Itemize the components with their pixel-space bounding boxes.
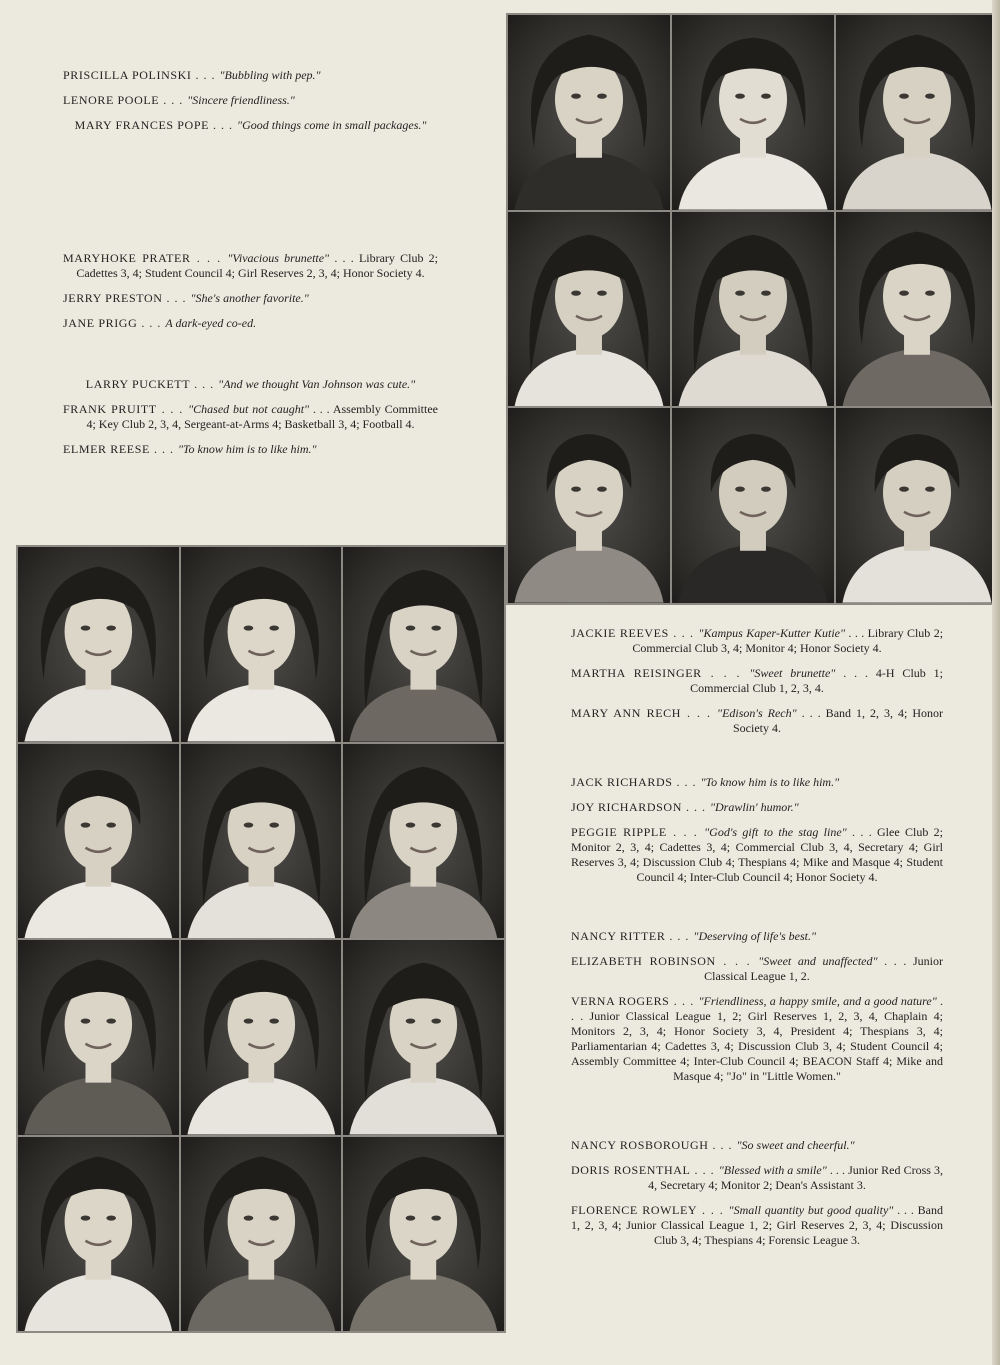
portrait-eye — [571, 94, 581, 99]
portrait-shoulders — [187, 683, 335, 741]
senior-portrait — [17, 546, 180, 743]
senior-quote: "Deserving of life's best." — [693, 929, 817, 943]
portrait-eye — [406, 1018, 416, 1023]
senior-name: LARRY PUCKETT — [85, 377, 191, 391]
senior-entry — [63, 442, 438, 457]
portrait-eye — [899, 290, 909, 295]
portrait-eye — [81, 1215, 91, 1220]
portrait-illustration — [836, 408, 998, 603]
portrait-eye — [597, 94, 607, 99]
senior-entries-top-left — [63, 68, 438, 457]
senior-activities: . . . Band 1, 2, 3, 4; Junior Classical League 1, 2; Girl Reserves 2, 3, 4; Discussion Club 3, 4; Thespians 4; Forensic League 3. — [571, 1203, 944, 1247]
senior-entry — [571, 775, 943, 790]
senior-activities: . . . Glee Club 2; Monitor 2, 3, 4; Cadettes 3, 4; Commercial Club 3, 4, Secretary 4; Girl Reserves 3, 4; Discussion Club 4; Thespians 4; Mike and Masque 4; Student Council 4; Inter-Club Council 4; Honor Society 4. — [571, 825, 943, 884]
senior-quote: "Sincere friendliness." — [187, 93, 295, 107]
portrait-eye — [406, 1215, 416, 1220]
senior-entry — [63, 316, 438, 331]
entry-separator: . . . — [149, 442, 178, 456]
senior-activities: . . . Library Club 2; Commercial Club 3, 4; Monitor 4; Honor Society 4. — [632, 626, 944, 655]
portrait-eye — [106, 1018, 116, 1023]
senior-name: PRISCILLA POLINSKI — [63, 68, 192, 82]
portrait-eye — [899, 487, 909, 492]
senior-quote: "Chased but not caught" — [188, 402, 310, 416]
portrait-illustration — [343, 940, 504, 1135]
portrait-shoulders — [24, 683, 172, 741]
portrait-eye — [761, 487, 771, 492]
portrait-shoulders — [24, 1076, 172, 1134]
portrait-illustration — [672, 212, 834, 407]
page-edge-shadow — [992, 0, 1000, 1365]
senior-portrait — [180, 939, 343, 1136]
senior-quote: "Edison's Rech" — [717, 706, 797, 720]
portrait-illustration — [672, 15, 834, 210]
portrait-illustration — [343, 1137, 504, 1332]
entry-separator: . . . — [681, 706, 718, 720]
senior-name: MARTHA REISINGER — [571, 666, 702, 680]
senior-portrait — [671, 407, 835, 604]
portrait-illustration — [343, 744, 504, 939]
senior-name: ELIZABETH ROBINSON — [571, 954, 716, 968]
entry-separator: . . . — [159, 93, 188, 107]
senior-name: FRANK PRUITT — [63, 402, 157, 416]
senior-quote: "Vivacious brunette" — [227, 251, 330, 265]
portrait-shoulders — [187, 880, 335, 938]
senior-name: LENORE POOLE — [63, 93, 160, 107]
senior-portrait — [17, 743, 180, 940]
portrait-eye — [597, 290, 607, 295]
senior-name: VERNA ROGERS — [571, 994, 670, 1008]
portrait-shoulders — [187, 1273, 335, 1331]
portrait-shoulders — [842, 545, 991, 603]
portrait-eye — [269, 1018, 279, 1023]
senior-name: DORIS ROSENTHAL — [571, 1163, 691, 1177]
senior-name: JERRY PRESTON — [63, 291, 163, 305]
senior-quote: "Drawlin' humor." — [709, 800, 799, 814]
senior-quote: "Bubbling with pep." — [219, 68, 321, 82]
portrait-illustration — [18, 547, 179, 742]
senior-name: JANE PRIGG — [63, 316, 138, 330]
entry-separator: . . . — [681, 800, 710, 814]
portrait-eye — [925, 290, 935, 295]
senior-entries-bottom-right — [571, 626, 943, 1248]
portrait-eye — [106, 1215, 116, 1220]
entry-separator: . . . — [191, 68, 220, 82]
entry-separator: . . . — [190, 251, 228, 265]
portrait-eye — [269, 822, 279, 827]
portrait-illustration — [181, 547, 342, 742]
portrait-shoulders — [678, 348, 827, 406]
portrait-illustration — [18, 1137, 179, 1332]
senior-portrait — [342, 1136, 505, 1333]
senior-name: NANCY ROSBOROUGH — [571, 1138, 709, 1152]
entry-separator: . . . — [715, 954, 759, 968]
portrait-eye — [735, 487, 745, 492]
portrait-shoulders — [350, 880, 498, 938]
portrait-shoulders — [514, 151, 663, 209]
senior-quote: A dark-eyed co-ed. — [165, 316, 257, 330]
senior-quote: "Kampus Kaper-Kutter Kutie" — [698, 626, 846, 640]
senior-name: JACK RICHARDS — [571, 775, 673, 789]
senior-quote: "Good things come in small packages." — [237, 118, 427, 132]
portrait-shoulders — [24, 880, 172, 938]
senior-name: MARYHOKE PRATER — [63, 251, 191, 265]
portrait-shoulders — [350, 1273, 498, 1331]
entry-separator: . . . — [156, 402, 189, 416]
portrait-eye — [761, 290, 771, 295]
senior-activities: . . . Junior Red Cross 3, 4, Secretary 4; Monitor 2; Dean's Assistant 3. — [648, 1163, 943, 1192]
entry-separator: . . . — [690, 1163, 719, 1177]
portrait-eye — [597, 487, 607, 492]
portrait-eye — [432, 1215, 442, 1220]
entry-separator: . . . — [209, 118, 238, 132]
portrait-shoulders — [350, 1076, 498, 1134]
portrait-eye — [81, 625, 91, 630]
entry-separator: . . . — [669, 994, 699, 1008]
senior-portrait — [342, 546, 505, 743]
senior-name: MARY ANN RECH — [571, 706, 682, 720]
portrait-eye — [81, 1018, 91, 1023]
senior-entry — [571, 825, 943, 885]
portrait-eye — [243, 822, 253, 827]
portrait-eye — [432, 1018, 442, 1023]
senior-quote: "To know him is to like him." — [177, 442, 317, 456]
senior-entry — [571, 800, 943, 815]
senior-entry — [571, 1203, 943, 1248]
senior-portrait — [180, 1136, 343, 1333]
senior-name: JACKIE REEVES — [571, 626, 669, 640]
portrait-shoulders — [187, 1076, 335, 1134]
senior-entry — [63, 402, 438, 432]
portrait-illustration — [836, 212, 998, 407]
senior-portrait — [671, 14, 835, 211]
portrait-eye — [106, 625, 116, 630]
senior-activities: . . . 4-H Club 1; Commercial Club 1, 2, 3, 4. — [690, 666, 943, 695]
portrait-shoulders — [842, 348, 991, 406]
portrait-eye — [243, 1215, 253, 1220]
senior-quote: "God's gift to the stag line" — [704, 825, 847, 839]
senior-name: MARY FRANCES POPE — [74, 118, 210, 132]
portrait-eye — [243, 625, 253, 630]
senior-portrait — [180, 546, 343, 743]
portrait-eye — [925, 94, 935, 99]
portrait-eye — [106, 822, 116, 827]
entry-separator: . . . — [697, 1203, 729, 1217]
portrait-shoulders — [350, 683, 498, 741]
senior-name: PEGGIE RIPPLE — [571, 825, 667, 839]
portrait-illustration — [18, 744, 179, 939]
senior-portrait — [17, 939, 180, 1136]
portrait-eye — [571, 290, 581, 295]
entry-separator: . . . — [190, 377, 219, 391]
portrait-shoulders — [24, 1273, 172, 1331]
senior-portrait — [835, 211, 999, 408]
senior-portrait — [835, 14, 999, 211]
portrait-eye — [269, 625, 279, 630]
senior-name: NANCY RITTER — [571, 929, 666, 943]
senior-portrait — [507, 407, 671, 604]
senior-portrait — [671, 211, 835, 408]
portrait-shoulders — [514, 545, 663, 603]
senior-quote: "So sweet and cheerful." — [736, 1138, 855, 1152]
portrait-shoulders — [678, 151, 827, 209]
portrait-illustration — [836, 15, 998, 210]
portrait-eye — [81, 822, 91, 827]
senior-name: ELMER REESE — [63, 442, 150, 456]
portrait-eye — [761, 94, 771, 99]
portrait-illustration — [181, 1137, 342, 1332]
portrait-shoulders — [842, 151, 991, 209]
senior-entry — [63, 68, 438, 83]
senior-entry — [571, 666, 943, 696]
senior-entry — [571, 994, 943, 1084]
entry-separator: . . . — [672, 775, 701, 789]
senior-activities: . . . Junior Classical League 1, 2; Girl Reserves 1, 2, 3, 4, Chaplain 4; Monitors 2, 3, 4; Honor Society 3, 4, President 4; Thespians 3, 4; Parliamentarian 4; Cadettes 3, 4; Discussion Club 3, 4; Student Council 4; Assembly Committee 4; Inter-Club Council 4; BEACON Staff 4; Mike and Masque 4; "Jo" in "Little Women." — [571, 994, 944, 1083]
portrait-eye — [432, 822, 442, 827]
senior-activities: . . . Assembly Committee 4; Key Club 2, 3, 4, Sergeant-at-Arms 4; Basketball 3, 4; Football 4. — [86, 402, 439, 431]
senior-entry — [63, 251, 438, 281]
portrait-grid-bottom-left — [16, 545, 506, 1333]
senior-entry — [571, 929, 943, 944]
portrait-eye — [735, 94, 745, 99]
senior-portrait — [342, 939, 505, 1136]
portrait-eye — [432, 625, 442, 630]
senior-entry — [63, 118, 438, 133]
portrait-eye — [269, 1215, 279, 1220]
senior-entry — [571, 1138, 943, 1153]
entry-separator: . . . — [665, 929, 694, 943]
senior-quote: "And we thought Van Johnson was cute." — [218, 377, 416, 391]
senior-activities: . . . Band 1, 2, 3, 4; Honor Society 4. — [733, 706, 944, 735]
portrait-eye — [735, 290, 745, 295]
portrait-illustration — [508, 15, 670, 210]
senior-portrait — [342, 743, 505, 940]
portrait-eye — [925, 487, 935, 492]
senior-quote: "To know him is to like him." — [700, 775, 840, 789]
entry-separator: . . . — [668, 626, 699, 640]
senior-quote: "Small quantity but good quality" — [728, 1203, 894, 1217]
senior-portrait — [17, 1136, 180, 1333]
senior-entry — [571, 706, 943, 736]
senior-entry — [571, 954, 943, 984]
entry-separator: . . . — [701, 666, 750, 680]
portrait-illustration — [18, 940, 179, 1135]
entry-separator: . . . — [666, 825, 705, 839]
senior-entry — [63, 93, 438, 108]
senior-name: JOY RICHARDSON — [571, 800, 682, 814]
entry-separator: . . . — [162, 291, 191, 305]
entry-separator: . . . — [708, 1138, 737, 1152]
portrait-illustration — [343, 547, 504, 742]
portrait-eye — [899, 94, 909, 99]
senior-portrait — [835, 407, 999, 604]
senior-portrait — [507, 211, 671, 408]
portrait-illustration — [181, 744, 342, 939]
portrait-illustration — [508, 212, 670, 407]
senior-quote: "Blessed with a smile" — [718, 1163, 827, 1177]
senior-portrait — [507, 14, 671, 211]
senior-entry — [63, 377, 438, 392]
senior-entry — [63, 291, 438, 306]
senior-activities: . . . Library Club 2; Cadettes 3, 4; Student Council 4; Girl Reserves 2, 3, 4; Honor Society 4. — [76, 251, 439, 280]
portrait-shoulders — [678, 545, 827, 603]
portrait-eye — [571, 487, 581, 492]
senior-quote: "She's another favorite." — [190, 291, 309, 305]
portrait-eye — [243, 1018, 253, 1023]
senior-quote: "Sweet and unaffected" — [758, 954, 878, 968]
senior-quote: "Friendliness, a happy smile, and a good nature" — [698, 994, 937, 1008]
portrait-grid-top-right — [506, 13, 1000, 605]
portrait-illustration — [672, 408, 834, 603]
portrait-eye — [406, 625, 416, 630]
senior-entry — [571, 1163, 943, 1193]
portrait-illustration — [508, 408, 670, 603]
portrait-eye — [406, 822, 416, 827]
portrait-illustration — [181, 940, 342, 1135]
senior-activities: . . . Junior Classical League 1, 2. — [704, 954, 944, 983]
senior-quote: "Sweet brunette" — [749, 666, 836, 680]
senior-entry — [571, 626, 943, 656]
senior-portrait — [180, 743, 343, 940]
entry-separator: . . . — [137, 316, 166, 330]
senior-name: FLORENCE ROWLEY — [571, 1203, 698, 1217]
portrait-shoulders — [514, 348, 663, 406]
